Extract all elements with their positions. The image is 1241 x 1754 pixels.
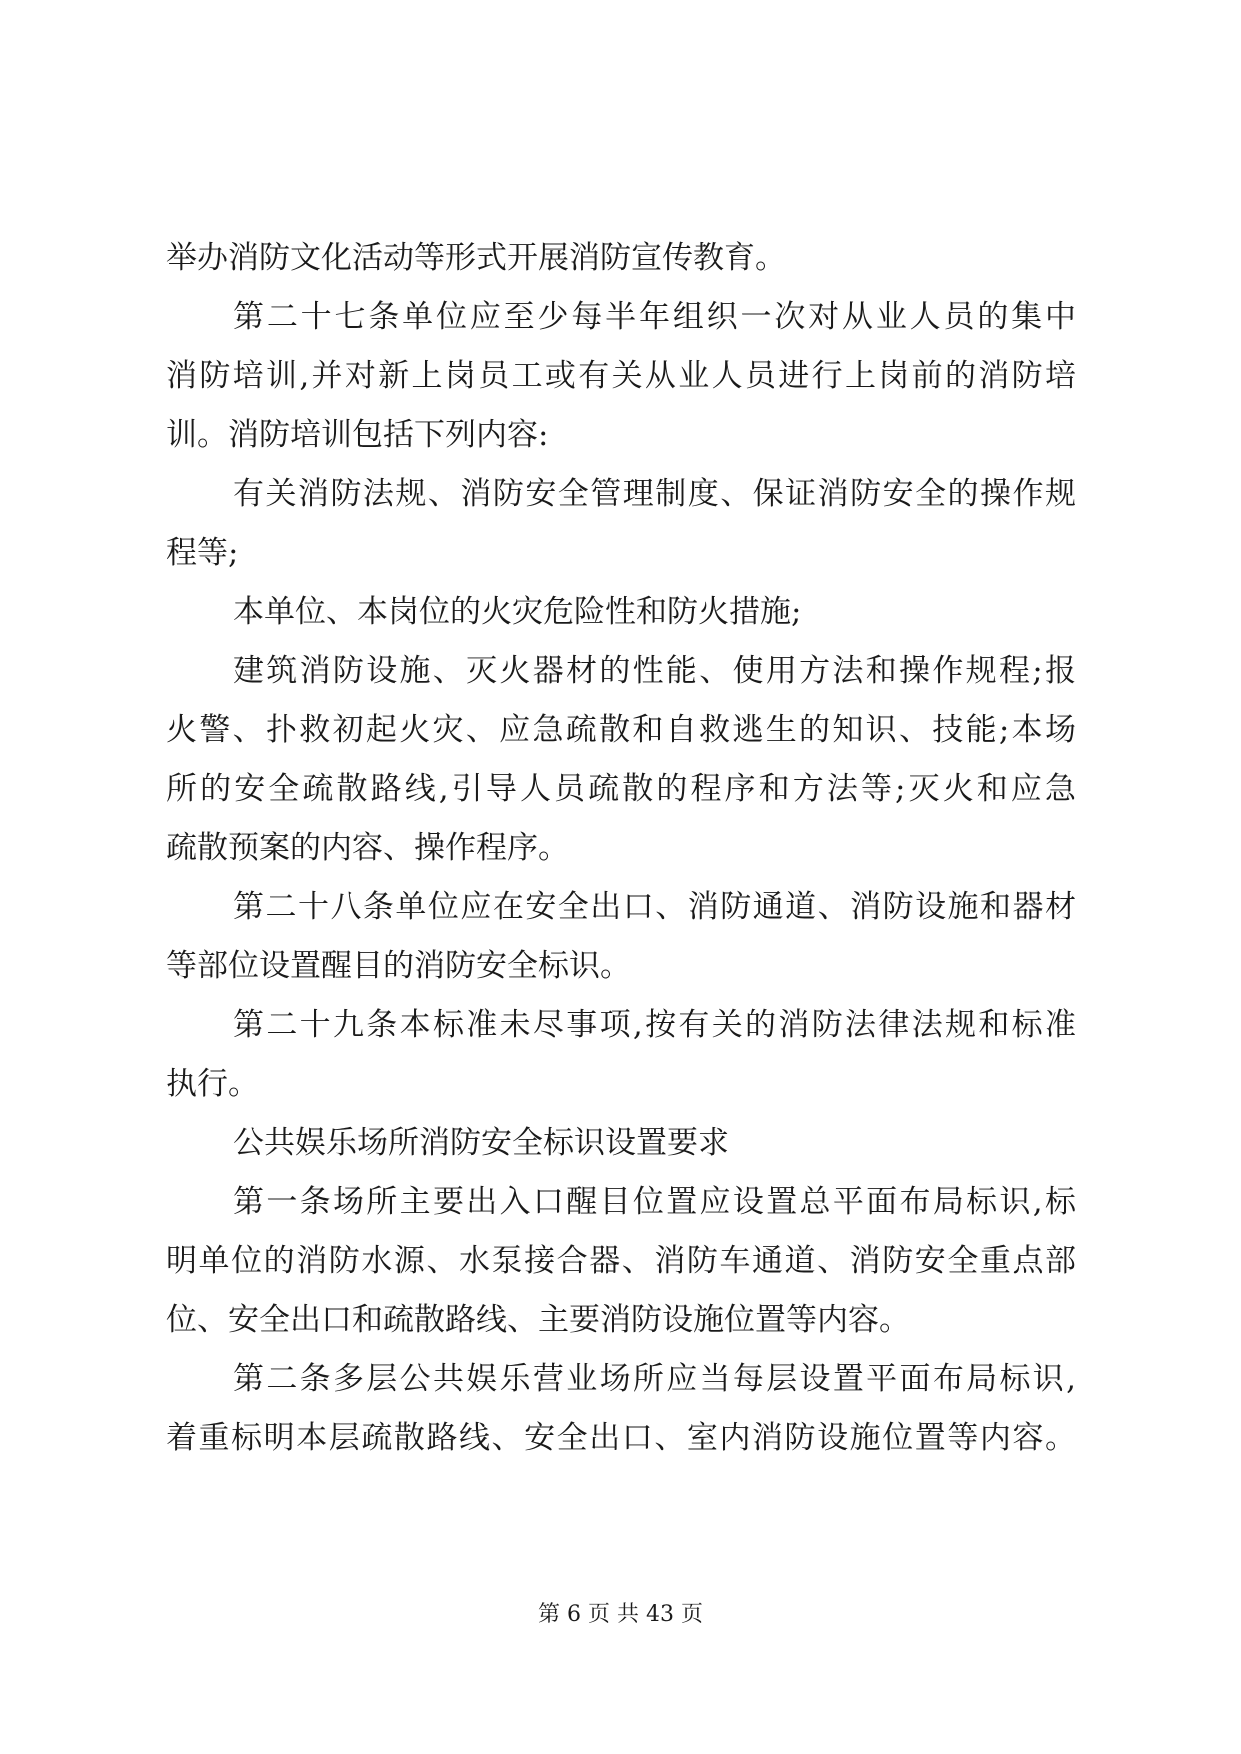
text-line: 位、安全出口和疏散路线、主要消防设施位置等内容。 [166,1302,910,1338]
text-line: 消防培训,并对新上岗员工或有关从业人员进行上岗前的消防培 [166,358,1079,394]
text-line: 训。消防培训包括下列内容: [166,417,549,453]
text-line: 有关消防法规、消防安全管理制度、保证消防安全的操作规 [233,476,1078,512]
text-line: 火警、扑救初起火灾、应急疏散和自救逃生的知识、技能;本场 [166,712,1079,748]
text-line: 公共娱乐场所消防安全标识设置要求 [233,1125,729,1161]
text-line: 明单位的消防水源、水泵接合器、消防车通道、消防安全重点部 [166,1243,1078,1279]
body-text [166,229,1080,1468]
text-line: 建筑消防设施、灭火器材的性能、使用方法和操作规程;报 [233,653,1079,689]
text-line: 等部位设置醒目的消防安全标识。 [166,948,631,984]
text-line: 着重标明本层疏散路线、安全出口、室内消防设施位置等内容。 [166,1420,1078,1456]
text-line: 举办消防文化活动等形式开展消防宣传教育。 [166,240,786,276]
text-line: 本单位、本岗位的火灾危险性和防火措施; [233,594,802,630]
text-line: 执行。 [166,1066,259,1102]
text-line: 所的安全疏散路线,引导人员疏散的程序和方法等;灭火和应急 [166,771,1080,807]
text-line: 第二十七条单位应至少每半年组织一次对从业人员的集中 [233,299,1079,335]
text-line: 第二十八条单位应在安全出口、消防通道、消防设施和器材 [233,889,1078,925]
text-line: 疏散预案的内容、操作程序。 [166,830,569,866]
text-line: 第二十九条本标准未尽事项,按有关的消防法律法规和标准 [233,1007,1079,1043]
text-line: 第二条多层公共娱乐营业场所应当每层设置平面布局标识, [233,1361,1079,1397]
text-line: 程等; [166,535,239,571]
text-line: 第一条场所主要出入口醒目位置应设置总平面布局标识,标 [233,1184,1079,1220]
page-footer: 第 6 页 共 43 页 [538,1602,703,1627]
